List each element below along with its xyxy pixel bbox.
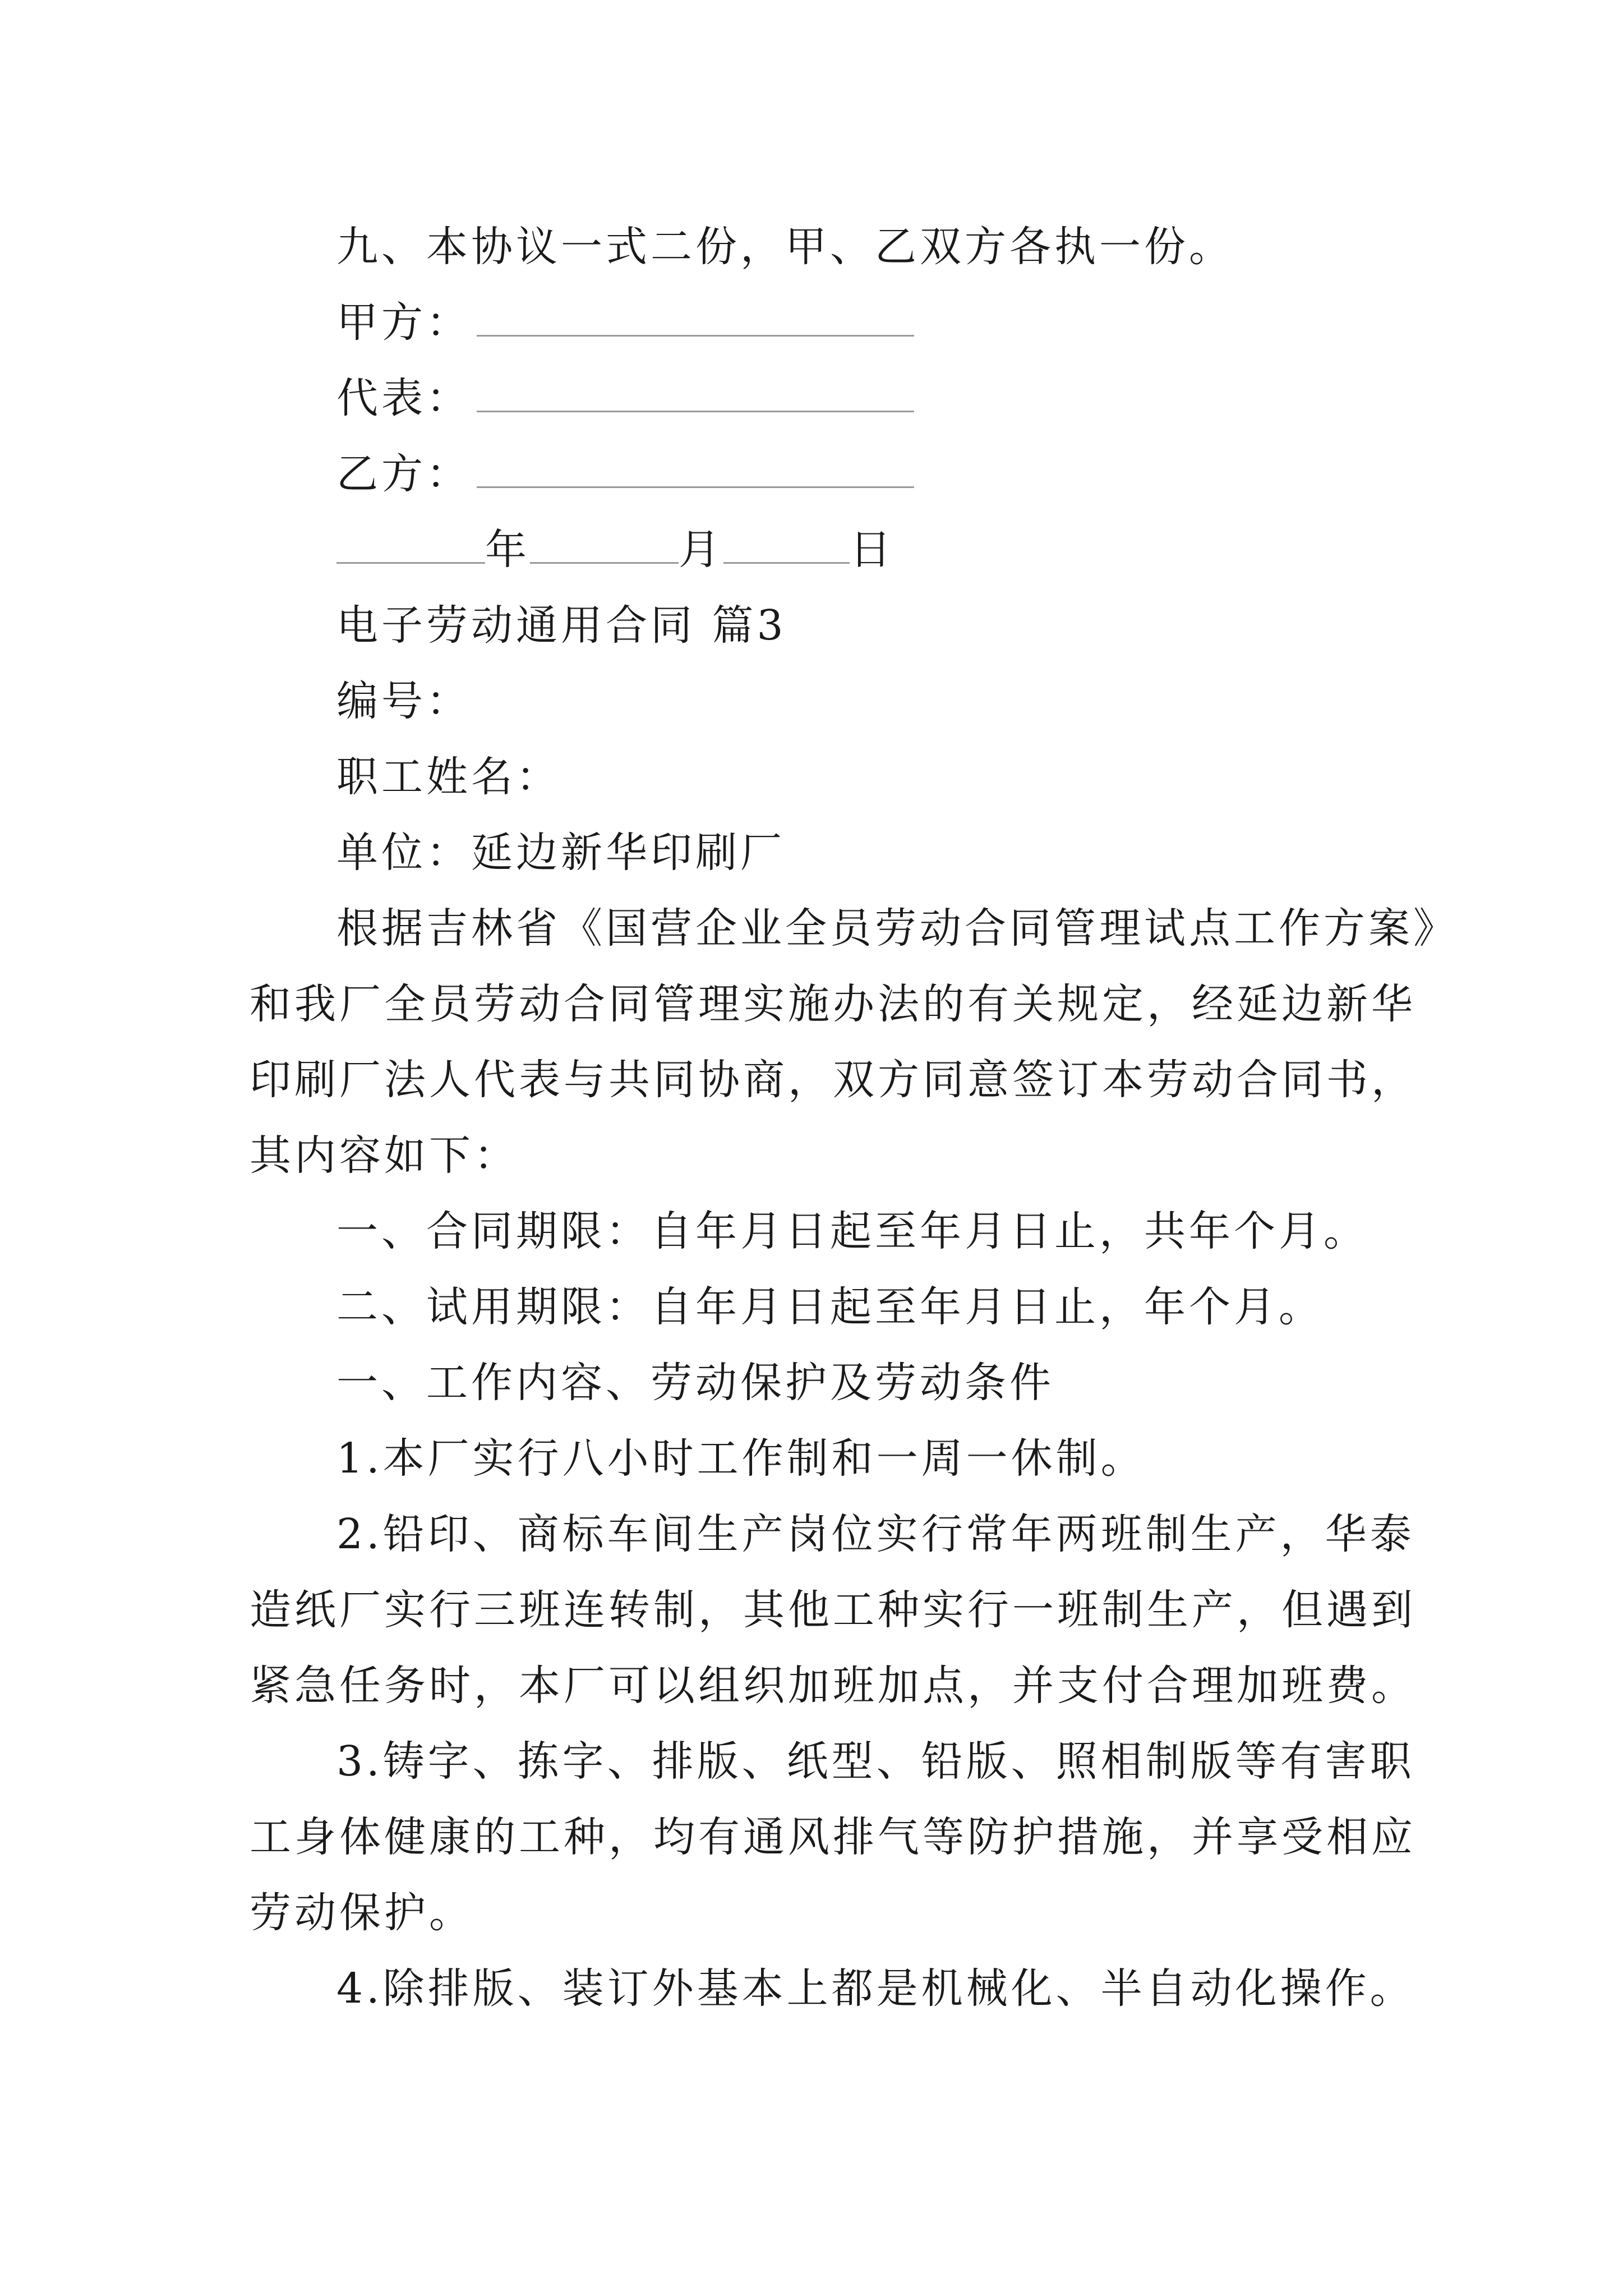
agreement-clause-9: 九、本协议一式二份，甲、乙双方各执一份。 (336, 223, 1234, 271)
section-title: 电子劳动通用合同 篇3 (336, 601, 787, 650)
date-row (336, 522, 895, 578)
representative-signature-row (336, 370, 914, 426)
preamble-line-4: 其内容如下： (250, 1131, 519, 1180)
party-b-label: 乙方： (336, 450, 471, 498)
party-a-label: 甲方： (336, 298, 471, 347)
year-blank[interactable] (336, 523, 485, 564)
party-b-signature-row (336, 446, 914, 502)
item-3-line-3: 劳动保护。 (250, 1889, 474, 1937)
preamble-line-1: 根据吉林省《国营企业全员劳动合同管理试点工作方案》 (336, 904, 1458, 953)
item-2-line-3: 紧急任务时，本厂可以组织加班加点，并支付合理加班费。 (250, 1662, 1416, 1710)
item-4: 4.除排版、装订外基本上都是机械化、半自动化操作。 (336, 1964, 1415, 2013)
item-3-line-2: 工身体健康的工种，均有通风排气等防护措施，并享受相应 (250, 1813, 1416, 1861)
party-a-signature-blank[interactable] (477, 296, 914, 337)
day-blank[interactable] (723, 523, 850, 564)
year-label: 年 (485, 526, 530, 574)
preamble-line-2: 和我厂全员劳动合同管理实施办法的有关规定，经延边新华 (250, 980, 1416, 1028)
item-3-line-1: 3.铸字、拣字、排版、纸型、铅版、照相制版等有害职 (336, 1737, 1415, 1786)
party-a-signature-row (336, 295, 914, 351)
representative-label: 代表： (336, 374, 471, 422)
month-label: 月 (679, 526, 723, 574)
probation-term: 二、试用期限：自年月日起至年月日止，年个月。 (336, 1283, 1324, 1331)
item-1: 1.本厂实行八小时工作制和一周一休制。 (336, 1434, 1146, 1483)
heading-work-content: 一、工作内容、劳动保护及劳动条件 (336, 1359, 1054, 1407)
representative-signature-blank[interactable] (477, 371, 914, 412)
number-field: 编号： (336, 677, 471, 725)
party-b-signature-blank[interactable] (477, 447, 914, 488)
unit-field: 单位：延边新华印刷厂 (336, 829, 785, 877)
item-2-line-2: 造纸厂实行三班连转制，其他工种实行一班制生产，但遇到 (250, 1586, 1416, 1634)
preamble-line-3: 印刷厂法人代表与共同协商，双方同意签订本劳动合同书， (250, 1056, 1416, 1104)
day-label: 日 (850, 526, 895, 574)
month-blank[interactable] (530, 523, 679, 564)
contract-term: 一、合同期限：自年月日起至年月日止，共年个月。 (336, 1207, 1368, 1255)
item-2-line-1: 2.铅印、商标车间生产岗位实行常年两班制生产，华泰 (336, 1510, 1415, 1558)
employee-name-field: 职工姓名： (336, 753, 561, 801)
